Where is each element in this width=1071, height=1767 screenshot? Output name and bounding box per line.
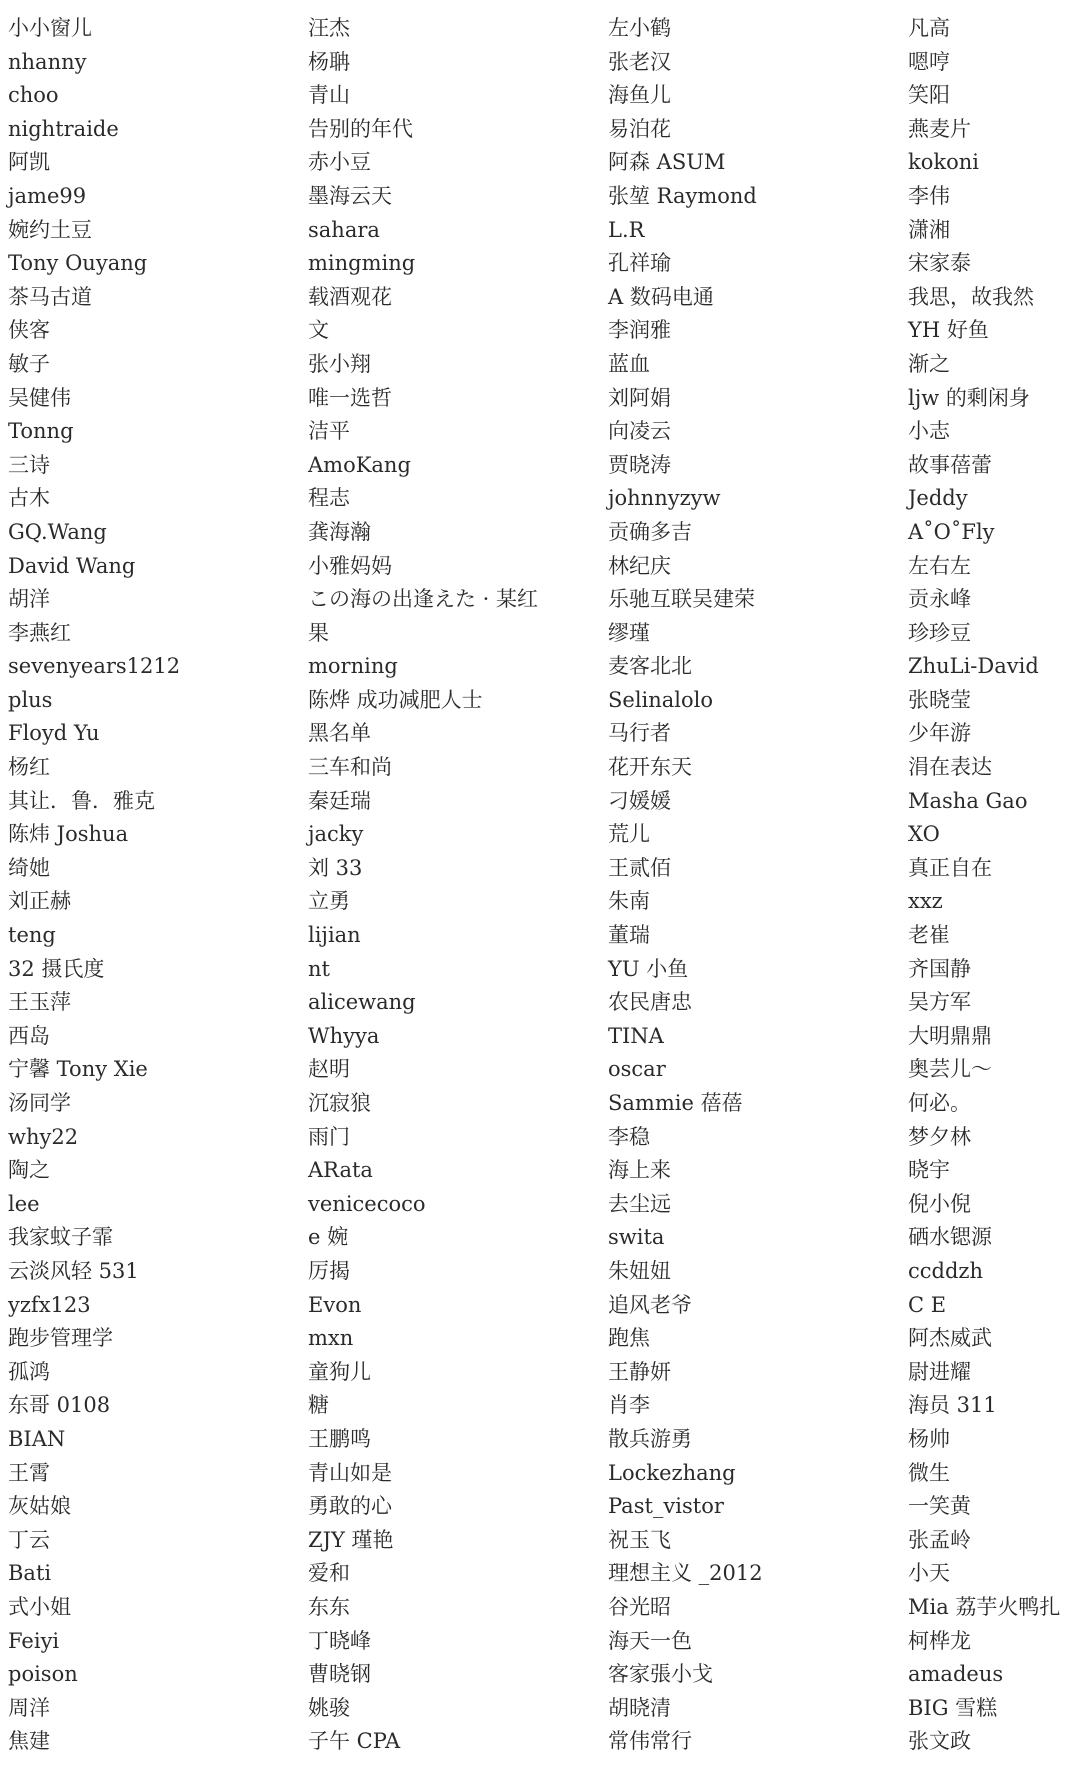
name-entry: 阿凯 <box>8 150 50 175</box>
name-entry: 故事蓓蕾 <box>908 452 992 477</box>
name-entry: 麦客北北 <box>608 654 692 679</box>
name-entry: 李燕红 <box>8 620 71 645</box>
name-entry: 追风老爷 <box>608 1292 692 1317</box>
name-entry: L.R <box>608 217 645 242</box>
name-entry: 子午 CPA <box>308 1729 401 1754</box>
name-entry: amadeus <box>908 1662 1004 1687</box>
name-entry: 小雅妈妈 <box>308 553 392 578</box>
name-entry: 杨聃 <box>308 49 350 74</box>
name-entry: 涓在表达 <box>908 755 992 780</box>
name-entry: 王霄 <box>8 1460 50 1485</box>
name-entry: 去尘远 <box>608 1191 671 1216</box>
name-entry: 果 <box>308 620 329 645</box>
name-entry: 婉约土豆 <box>8 217 92 242</box>
name-entry: 三诗 <box>8 452 50 477</box>
name-entry: 王静妍 <box>608 1359 671 1384</box>
name-entry: 何必。 <box>908 1091 971 1115</box>
name-entry: 陶之 <box>8 1158 50 1183</box>
name-entry: 左右左 <box>908 553 971 578</box>
name-entry: alicewang <box>308 990 416 1015</box>
name-entry: 海员 311 <box>908 1393 997 1418</box>
name-entry: 刁媛媛 <box>608 788 671 813</box>
name-entry: 吴健伟 <box>8 385 71 410</box>
name-entry: 贡确多吉 <box>608 519 692 544</box>
name-entry: 理想主义 _2012 <box>608 1561 763 1586</box>
name-entry: 笑阳 <box>908 83 950 108</box>
name-entry: 陈烨 成功减肥人士 <box>308 687 483 712</box>
name-entry: 载酒观花 <box>308 284 392 309</box>
name-entry: 凡高 <box>908 16 950 40</box>
name-entry: Evon <box>308 1292 362 1317</box>
name-entry: 珍珍豆 <box>908 620 971 645</box>
name-entry: 张孟岭 <box>908 1527 971 1552</box>
name-entry: Jeddy <box>908 486 968 511</box>
name-entry: 孤鸿 <box>8 1359 50 1384</box>
name-entry: e 婉 <box>308 1225 349 1250</box>
name-entry: YU 小鱼 <box>608 956 689 981</box>
name-entry: 阿森 ASUM <box>608 150 726 175</box>
name-entry: 李润雅 <box>608 318 671 343</box>
name-entry: 少年游 <box>908 721 971 746</box>
name-entry: ZJY 瑾艳 <box>308 1527 394 1552</box>
name-entry: 朱南 <box>608 889 650 914</box>
name-entry: 董瑞 <box>608 923 650 948</box>
name-entry: 厉揭 <box>308 1258 350 1283</box>
name-entry: lee <box>8 1191 40 1216</box>
name-entry: 老崔 <box>908 923 950 948</box>
name-entry: 其让．鲁．雅克 <box>8 788 155 813</box>
name-entry: 渐之 <box>908 351 950 376</box>
name-entry: 陈炜 Joshua <box>8 822 129 847</box>
name-entry: 梦夕林 <box>908 1124 971 1149</box>
name-entry: 杨红 <box>8 755 50 780</box>
name-entry: nt <box>308 956 330 981</box>
name-entry: 丁晓峰 <box>308 1628 371 1653</box>
name-entry: oscar <box>608 1057 666 1082</box>
name-entry: 硒水锶源 <box>908 1225 992 1250</box>
name-entry: Feiyi <box>8 1628 60 1653</box>
name-entry: 黑名单 <box>308 721 371 746</box>
name-entry: xxz <box>908 889 943 914</box>
name-entry: 朱妞妞 <box>608 1258 671 1283</box>
name-entry: この海の出逢えた · 某红 <box>308 587 539 612</box>
name-entry: swita <box>608 1225 665 1250</box>
name-entry: XO <box>908 822 940 847</box>
name-entry: 胡洋 <box>8 587 50 612</box>
name-entry: 向凌云 <box>608 419 671 444</box>
name-entry: BIAN <box>8 1426 66 1451</box>
name-entry: 孔祥瑜 <box>608 251 671 276</box>
name-entry: ZhuLi-David <box>908 654 1039 679</box>
name-entry: 贾晓涛 <box>608 452 671 477</box>
name-entry: 肖李 <box>608 1393 650 1418</box>
name-entry: 小小窗儿 <box>8 16 92 40</box>
name-entry: nhanny <box>8 49 87 74</box>
name-entry: mxn <box>308 1326 354 1351</box>
name-entry: 灰姑娘 <box>8 1494 71 1519</box>
name-entry: why22 <box>8 1124 79 1149</box>
name-entry: 程志 <box>308 486 350 511</box>
name-entry: 茶马古道 <box>8 284 92 309</box>
name-entry: TINA <box>608 1023 664 1048</box>
name-entry: C E <box>908 1292 947 1317</box>
name-entry: venicecoco <box>308 1191 426 1216</box>
name-entry: 李伟 <box>908 183 950 208</box>
name-entry: 尉进耀 <box>908 1359 971 1384</box>
name-entry: 丁云 <box>8 1527 50 1552</box>
name-entry: 农民唐忠 <box>608 990 692 1015</box>
name-entry: 倪小倪 <box>908 1191 971 1216</box>
name-entry: AmoKang <box>308 452 411 477</box>
name-entry: 东哥 0108 <box>8 1393 111 1418</box>
name-entry: 洁平 <box>308 419 350 444</box>
name-entry: 晓宇 <box>908 1158 950 1183</box>
name-entry: 乐驰互联吴建荣 <box>608 587 755 612</box>
name-entry: plus <box>8 687 53 712</box>
name-entry: 一笑黄 <box>908 1494 971 1519</box>
name-entry: 墨海云天 <box>308 183 392 208</box>
name-entry: 爱和 <box>308 1561 350 1586</box>
name-entry: 马行者 <box>608 721 671 746</box>
name-entry: 三车和尚 <box>308 755 392 780</box>
name-entry: nightraide <box>8 116 119 141</box>
name-entry: 海鱼儿 <box>608 83 671 108</box>
name-column-1 <box>8 12 298 1759</box>
name-entry: A 数码电通 <box>608 284 714 309</box>
name-entry: 绮她 <box>8 855 50 880</box>
name-entry: 刘正赫 <box>8 889 71 914</box>
name-entry: YH 好鱼 <box>908 318 989 343</box>
name-entry: sahara <box>308 217 380 242</box>
name-entry: sevenyears1212 <box>8 654 181 679</box>
name-entry: 周洋 <box>8 1695 50 1720</box>
name-entry: 汪杰 <box>308 16 350 40</box>
name-entry: teng <box>8 923 56 948</box>
name-entry: Floyd Yu <box>8 721 100 746</box>
name-entry: 刘 33 <box>308 855 363 880</box>
name-entry: 蓝血 <box>608 351 650 376</box>
name-entry: 勇敢的心 <box>308 1494 392 1519</box>
name-entry: 左小鹤 <box>608 16 671 40</box>
name-entry: 青山如是 <box>308 1460 392 1485</box>
name-entry: 齐国静 <box>908 956 971 981</box>
name-entry: 秦廷瑞 <box>308 788 371 813</box>
name-entry: 赤小豆 <box>308 150 371 175</box>
name-entry: poison <box>8 1662 78 1687</box>
name-entry: 立勇 <box>308 889 350 914</box>
name-entry: 跑焦 <box>608 1326 650 1351</box>
name-entry: 龚海瀚 <box>308 519 371 544</box>
name-entry: 青山 <box>308 83 350 108</box>
name-entry: 王鹏鸣 <box>308 1426 371 1451</box>
name-entry: jame99 <box>8 183 87 208</box>
name-entry: ccddzh <box>908 1258 983 1283</box>
name-entry: 散兵游勇 <box>608 1426 692 1451</box>
name-entry: 缪瑾 <box>608 620 650 645</box>
name-entry: 文 <box>308 318 329 343</box>
name-entry: 海天一色 <box>608 1628 692 1653</box>
name-entry: 古木 <box>8 486 50 511</box>
name-entry: 我思，故我然 <box>908 284 1034 309</box>
name-entry: Masha Gao <box>908 788 1028 813</box>
name-entry: 易泊花 <box>608 116 671 141</box>
name-entry: 真正自在 <box>908 855 992 880</box>
name-entry: 常伟常行 <box>608 1729 692 1754</box>
name-entry: 我家蚊子霏 <box>8 1225 113 1250</box>
name-entry: 侠客 <box>8 318 50 343</box>
name-entry: 阿杰威武 <box>908 1326 992 1351</box>
name-entry: 花开东天 <box>608 755 692 780</box>
name-entry: 告别的年代 <box>308 116 413 141</box>
name-entry: 荒儿 <box>608 822 650 847</box>
name-entry: 曹晓钢 <box>308 1662 371 1687</box>
name-entry: 姚骏 <box>308 1695 350 1720</box>
name-entry: ljw 的剩闲身 <box>908 385 1030 410</box>
name-entry: 赵明 <box>308 1057 350 1082</box>
name-entry: 汤同学 <box>8 1091 71 1115</box>
name-entry: 刘阿娟 <box>608 385 671 410</box>
name-column-2 <box>308 12 598 1759</box>
name-entry: morning <box>308 654 398 679</box>
name-entry: 宁馨 Tony Xie <box>8 1057 148 1082</box>
name-entry: 张文政 <box>908 1729 971 1754</box>
name-column-3 <box>608 12 898 1759</box>
name-entry: Tonng <box>8 419 74 444</box>
name-entry: 沉寂狼 <box>308 1091 371 1115</box>
name-entry: 张老汉 <box>608 49 671 74</box>
name-entry: 焦建 <box>8 1729 50 1754</box>
name-entry: yzfx123 <box>8 1292 91 1317</box>
name-entry: 林纪庆 <box>608 553 671 578</box>
name-entry: jacky <box>308 822 364 847</box>
name-entry: Sammie 蓓蓓 <box>608 1091 743 1115</box>
name-entry: 唯一选哲 <box>308 385 392 410</box>
name-entry: David Wang <box>8 553 136 578</box>
name-entry: 跑步管理学 <box>8 1326 113 1351</box>
name-entry: 32 摄氏度 <box>8 956 105 981</box>
name-entry: 谷光昭 <box>608 1594 671 1619</box>
name-entry: 敏子 <box>8 351 50 376</box>
name-entry: GQ.Wang <box>8 519 107 544</box>
name-entry: mingming <box>308 251 416 276</box>
name-entry: kokoni <box>908 150 979 175</box>
name-entry: 胡晓清 <box>608 1695 671 1720</box>
name-entry: 雨门 <box>308 1124 350 1149</box>
name-entry: 糖 <box>308 1393 329 1418</box>
name-entry: 西岛 <box>8 1023 50 1048</box>
name-entry: 张小翔 <box>308 351 371 376</box>
name-entry: 宋家泰 <box>908 251 971 276</box>
name-entry: BIG 雪糕 <box>908 1695 998 1720</box>
name-entry: 潇湘 <box>908 217 950 242</box>
name-entry: 燕麦片 <box>908 116 971 141</box>
name-entry: 海上来 <box>608 1158 671 1183</box>
name-entry: 王贰佰 <box>608 855 671 880</box>
name-entry: 客家張小戈 <box>608 1662 713 1687</box>
name-entry: 微生 <box>908 1460 950 1485</box>
name-entry: 张堃 Raymond <box>608 183 757 208</box>
name-entry: johnnyzyw <box>608 486 721 511</box>
name-entry: choo <box>8 83 59 108</box>
name-entry: Past_vistor <box>608 1494 724 1519</box>
name-entry: ARata <box>308 1158 373 1183</box>
name-entry: 小天 <box>908 1561 950 1586</box>
name-entry: 柯桦龙 <box>908 1628 971 1653</box>
name-column-4 <box>908 12 1068 1759</box>
name-entry: 贡永峰 <box>908 587 971 612</box>
name-entry: Tony Ouyang <box>8 251 148 276</box>
name-entry: Selinalolo <box>608 687 714 712</box>
name-entry: A˚O˚Fly <box>908 519 995 544</box>
name-entry: Mia 荔芋火鸭扎 <box>908 1594 1061 1619</box>
name-entry: lijian <box>308 923 361 948</box>
name-entry: Bati <box>8 1561 52 1586</box>
name-entry: 王玉萍 <box>8 990 71 1015</box>
name-entry: 李稳 <box>608 1124 650 1149</box>
name-entry: 吴方军 <box>908 990 971 1015</box>
name-entry: 大明鼎鼎 <box>908 1023 992 1048</box>
name-entry: 云淡风轻 531 <box>8 1258 139 1283</box>
name-entry: 祝玉飞 <box>608 1527 671 1552</box>
name-entry: 东东 <box>308 1594 350 1619</box>
name-entry: Lockezhang <box>608 1460 736 1485</box>
name-entry: 小志 <box>908 419 950 444</box>
name-entry: 张晓莹 <box>908 687 971 712</box>
name-entry: 杨帅 <box>908 1426 950 1451</box>
name-entry: Whyya <box>308 1023 380 1048</box>
name-entry: 童狗儿 <box>308 1359 371 1384</box>
name-entry: 式小姐 <box>8 1594 71 1619</box>
name-entry: 嗯哼 <box>908 49 950 74</box>
name-entry: 奥芸儿～ <box>908 1057 992 1082</box>
